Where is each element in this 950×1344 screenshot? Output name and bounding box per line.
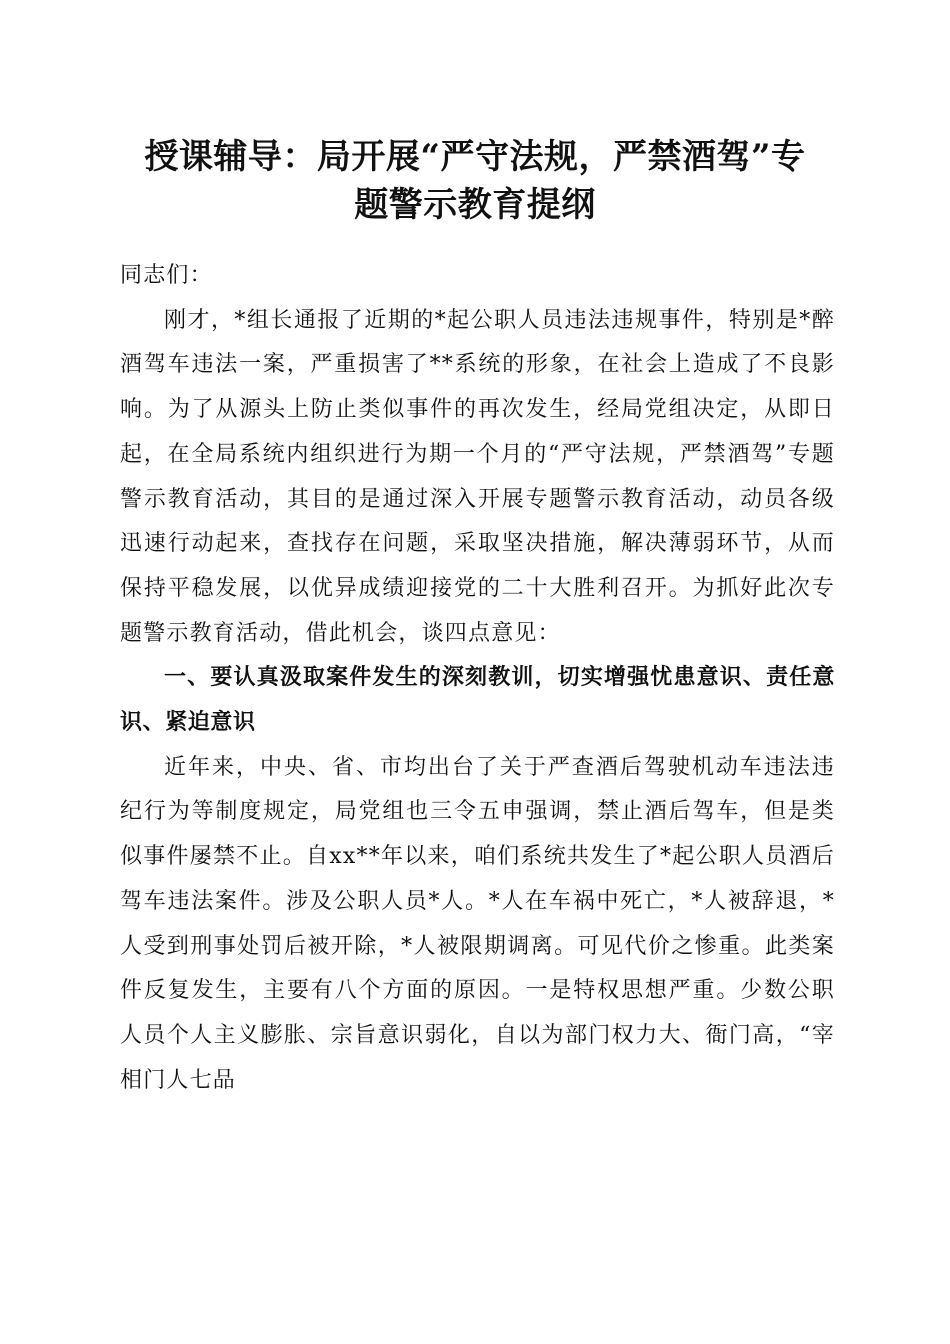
title-line-2: 题警示教育提纲 — [354, 185, 596, 225]
document-body — [120, 254, 835, 1103]
document-title — [100, 133, 850, 229]
title-line-1: 授课辅导：局开展“严守法规，严禁酒驾”专 — [144, 137, 806, 177]
section-1-heading: 一、要认真汲取案件发生的深刻教训，切实增强忧患意识、责任意识、紧迫意识 — [120, 665, 835, 736]
section-1-body: 近年来，中央、省、市均出台了关于严查酒后驾驶机动车违法违纪行为等制度规定，局党组也三令五申强调，禁止酒后驾车，但是类似事件屡禁不止。自xx**年以来，咱们系统共发生了*起公职人员酒后驾车违法案件。涉及公职人员*人。*人在车祸中死亡，*人被辞退，*人受到刑事处罚后被开除，*人被限期调离。可见代价之惨重。此类案件反复发生，主要有八个方面的原因。一是特权思想严重。少数公职人员个人主义膨胀、宗旨意识弱化，自以为部门权力大、衙门高，“宰相门人七品 — [120, 754, 835, 1093]
intro-paragraph: 刚才，*组长通报了近期的*起公职人员违法违规事件，特别是*醉酒驾车违法一案，严重损害了**系统的形象，在社会上造成了不良影响。为了从源头上防止类似事件的再次发生，经局党组决定，从即日起，在全局系统内组织进行为期一个月的“严守法规，严禁酒驾”专题警示教育活动，其目的是通过深入开展专题警示教育活动，动员各级迅速行动起来，查找存在问题，采取坚决措施，解决薄弱环节，从而保持平稳发展，以优异成绩迎接党的二十大胜利召开。为抓好此次专题警示教育活动，借此机会，谈四点意见： — [120, 307, 835, 646]
salutation: 同志们： — [120, 263, 213, 288]
